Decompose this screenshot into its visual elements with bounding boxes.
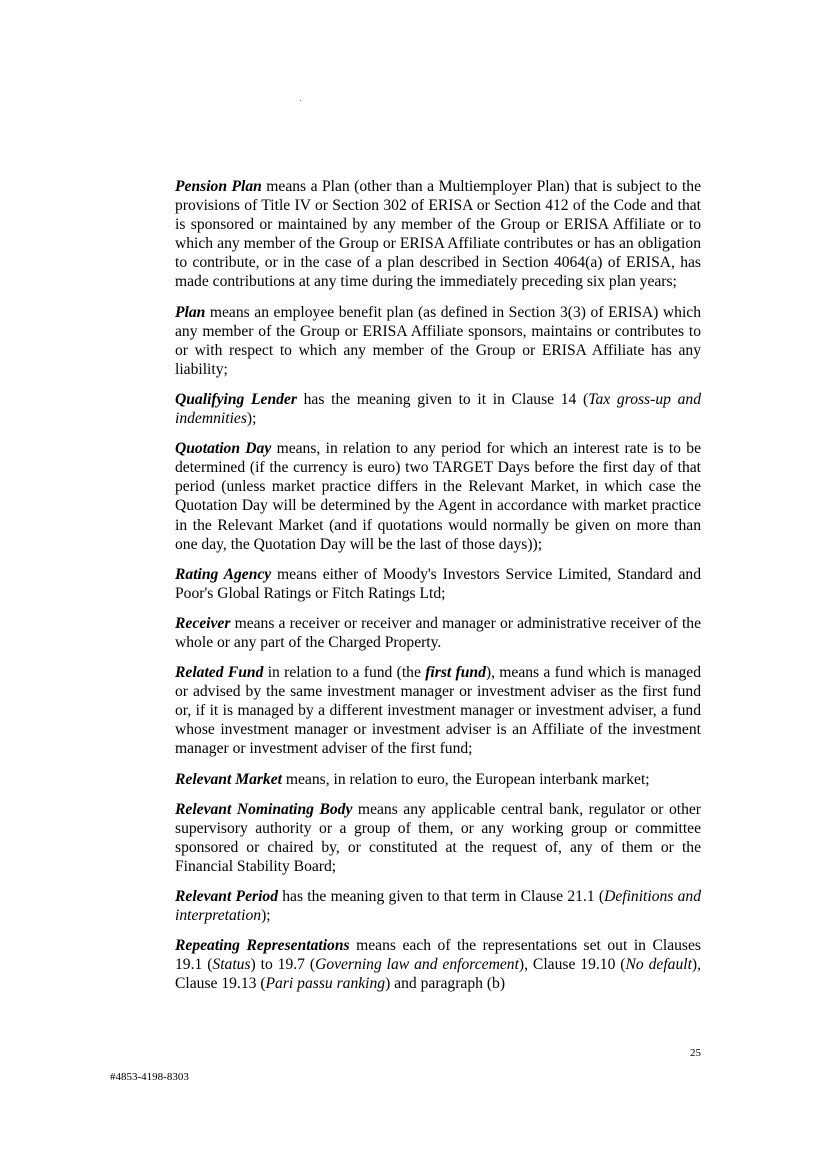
document-reference: #4853-4198-8303 (110, 1071, 189, 1083)
definition-text: ) to 19.7 ( (250, 956, 316, 974)
definitions-section (175, 177, 701, 1004)
defined-term: Rating Agency (175, 565, 272, 583)
clause-reference: Governing law and enforcement (315, 956, 519, 974)
definition-text: ) and paragraph (b) (385, 975, 506, 993)
definition-plan (175, 303, 701, 379)
definition-pension-plan (175, 177, 701, 292)
defined-term: Qualifying Lender (175, 390, 297, 408)
definition-qualifying-lender (175, 390, 701, 428)
defined-term: Quotation Day (175, 440, 272, 458)
definition-quotation-day (175, 439, 701, 554)
definition-text: ); (261, 907, 271, 925)
definition-relevant-period (175, 887, 701, 925)
definition-text: means an employee benefit plan (as defined in Section 3(3) of ERISA) which any member of the Group or ERISA Affiliate sponsors, maintains or contributes to or with respect to which any member of the Group or ERISA Affiliate has any liability; (175, 303, 701, 378)
definition-text: ), Clause 19.13 ( (175, 956, 701, 993)
clause-reference: Pari passu ranking (265, 975, 386, 993)
defined-term: Relevant Market (175, 770, 282, 788)
definition-text: ); (246, 410, 257, 428)
defined-term: Relevant Period (175, 888, 278, 905)
definition-text: means, in relation to euro, the European interbank market; (281, 770, 650, 788)
definition-rating-agency (175, 565, 701, 603)
definition-text: has the meaning given to it in Clause 14 ( (296, 390, 589, 408)
definition-relevant-nominating-body (175, 800, 701, 876)
clause-reference: Definitions and interpretation (175, 888, 702, 925)
definition-text: means, in relation to any period for which an interest rate is to be determined (if the currency is euro) two TARGET Days before the first day of that period (unless market practice differs in the Relevant Market, in which case the Quotation Day will be determined by the Agent in accordance with market practice in the Relevant Market (and if quotations would normally be given on more than one day, the Quotation Day will be the last of those days)); (175, 440, 701, 553)
defined-term: Related Fund (175, 664, 264, 682)
definition-text: means any applicable central bank, regulator or other supervisory authority or a group of them, or any working group or committee sponsored or chaired by, or constituted at the request of, any of them or the Financial Stability Board; (175, 800, 701, 875)
definition-related-fund (175, 663, 701, 758)
definition-text: means a Plan (other than a Multiemployer Plan) that is subject to the provisions of Title IV or Section 302 of ERISA or Section 412 of the Code and that is sponsored or maintained by any member of the Group or ERISA Affiliate or to which any member of the Group or ERISA Affiliate contributes or has an obligation to contribute, or in the case of a plan described in Section 4064(a) of ERISA, has made contributions at any time during the immediately preceding six plan years; (175, 178, 701, 291)
definition-text: means a receiver or receiver and manager or administrative receiver of the whole or any part of the Charged Property. (175, 614, 701, 651)
definition-receiver (175, 614, 701, 652)
inner-defined-term: first fund (425, 664, 486, 682)
definition-text: means either of Moody's Investors Service Limited, Standard and Poor's Global Ratings or Fitch Ratings Ltd; (175, 565, 701, 602)
definition-text: ), Clause 19.10 ( (518, 956, 626, 974)
definition-text: ), means a fund which is managed or advised by the same investment manager or investment adviser as the first fund or, if it is managed by a different investment manager or investment adviser, a fund whose investment manager or investment adviser is an Affiliate of the investment manager or investment adviser of the first fund; (175, 664, 701, 758)
defined-term: Pension Plan (175, 178, 262, 195)
page-number: 25 (690, 1047, 701, 1059)
definition-text: means each of the representations set out in Clauses 19.1 ( (175, 937, 701, 974)
definition-repeating-representations (175, 936, 701, 993)
defined-term: Plan (175, 303, 206, 321)
defined-term: Repeating Representations (175, 937, 350, 955)
definition-relevant-market (175, 770, 701, 789)
defined-term: Receiver (175, 614, 231, 632)
scan-speck (300, 100, 301, 101)
clause-reference: Tax gross-up and indemnities (175, 390, 702, 428)
definition-text: has the meaning given to that term in Clause 21.1 ( (278, 888, 605, 905)
defined-term: Relevant Nominating Body (175, 800, 353, 818)
clause-reference: Status (212, 956, 251, 974)
definition-text: in relation to a fund (the (263, 664, 426, 682)
clause-reference: No default (625, 956, 692, 974)
